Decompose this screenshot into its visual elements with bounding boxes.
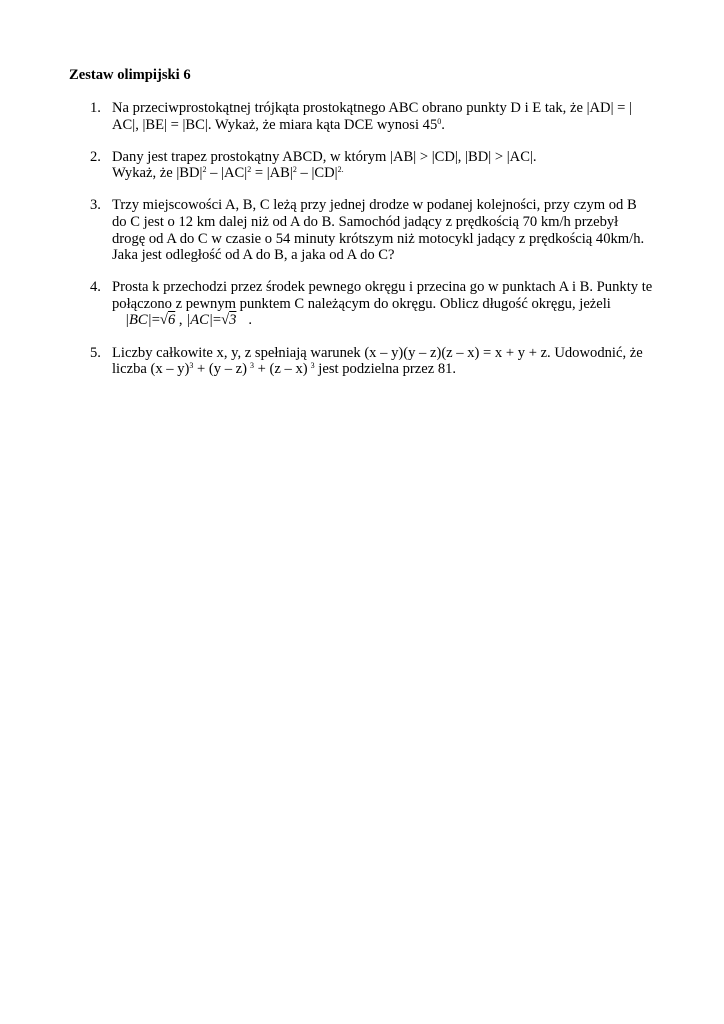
text-fragment: – |CD| bbox=[296, 165, 338, 182]
problem-number: 4. bbox=[90, 279, 101, 296]
superscript: 2 bbox=[247, 165, 252, 175]
problem-text-line: Na przeciwprostokątnej trójkąta prostokątnego ABC obrano punkty D i E tak, że |AD| = | bbox=[112, 100, 632, 116]
text-fragment: + (y – z) bbox=[193, 361, 248, 378]
text-fragment: . bbox=[441, 116, 445, 133]
problem-text-line: Liczby całkowite x, y, z spełniają warunek (x – y)(y – z)(z – x) = x + y + z. Udowodnić, że bbox=[112, 344, 643, 361]
problem-4 bbox=[69, 279, 669, 329]
math-separator: , bbox=[175, 312, 187, 329]
superscript: 2. bbox=[337, 165, 344, 175]
math-bc: |BC| bbox=[125, 312, 152, 329]
superscript: 3 bbox=[189, 361, 194, 371]
problem-text-line: Prosta k przechodzi przez środek pewnego okręgu i przecina go w punktach A i B. Punkty te bbox=[112, 279, 653, 296]
problem-text-line: połączono z pewnym punktem C należącym do okręgu. Oblicz długość okręgu, jeżeli bbox=[112, 295, 611, 312]
math-ac: |AC| bbox=[186, 312, 213, 329]
document-title: Zestaw olimpijski 6 bbox=[69, 67, 191, 83]
problem-text-line: Jaka jest odległość od A do B, a jaka od A do C? bbox=[112, 247, 395, 264]
superscript: 2 bbox=[202, 165, 207, 175]
math-radicand: 6 bbox=[167, 312, 176, 329]
math-end: . bbox=[248, 312, 253, 329]
problem-text-line: drogę od A do C w czasie o 54 minuty krótszym niż motocykl jadący z prędkością 40km/h. bbox=[112, 230, 645, 247]
text-fragment: = |AB| bbox=[251, 165, 293, 182]
problem-number: 5. bbox=[90, 344, 101, 361]
text-fragment: jest podzielna przez 81. bbox=[314, 361, 457, 378]
math-equals-sqrt: =√ bbox=[151, 312, 168, 329]
problem-text-line bbox=[112, 361, 669, 378]
problem-3 bbox=[69, 197, 669, 263]
problem-text-line: Dany jest trapez prostokątny ABCD, w którym |AB| > |CD|, |BD| > |AC|. bbox=[112, 148, 537, 165]
problem-number: 1. bbox=[90, 100, 101, 116]
problem-list bbox=[69, 100, 669, 393]
problem-text-line: do C jest o 12 km dalej niż od A do B. Samochód jadący z prędkością 70 km/h przebył bbox=[112, 213, 619, 230]
problem-text-line bbox=[112, 117, 669, 134]
problem-text-line: Trzy miejscowości A, B, C leżą przy jednej drodze w podanej kolejności, przy czym od B bbox=[112, 197, 637, 214]
math-equals-sqrt: =√ bbox=[212, 312, 230, 329]
text-fragment: Wykaż, że |BD| bbox=[112, 165, 203, 182]
math-radicand: 3 bbox=[229, 312, 237, 329]
problem-5 bbox=[69, 345, 669, 378]
problem-text-line bbox=[112, 165, 669, 182]
problem-2 bbox=[69, 149, 669, 182]
superscript: 3 bbox=[250, 361, 255, 371]
problem-1 bbox=[69, 100, 669, 133]
superscript: 0 bbox=[437, 116, 442, 126]
text-fragment: liczba (x – y) bbox=[112, 361, 190, 378]
text-fragment: – |AC| bbox=[206, 165, 248, 182]
math-formula bbox=[112, 312, 669, 329]
superscript: 3 bbox=[310, 361, 315, 371]
text-fragment: + (z – x) bbox=[254, 361, 308, 378]
text-fragment: AC|, |BE| = |BC|. Wykaż, że miara kąta DCE wynosi 45 bbox=[112, 116, 438, 133]
problem-number: 2. bbox=[90, 148, 101, 165]
problem-number: 3. bbox=[90, 197, 101, 214]
superscript: 2 bbox=[292, 165, 297, 175]
